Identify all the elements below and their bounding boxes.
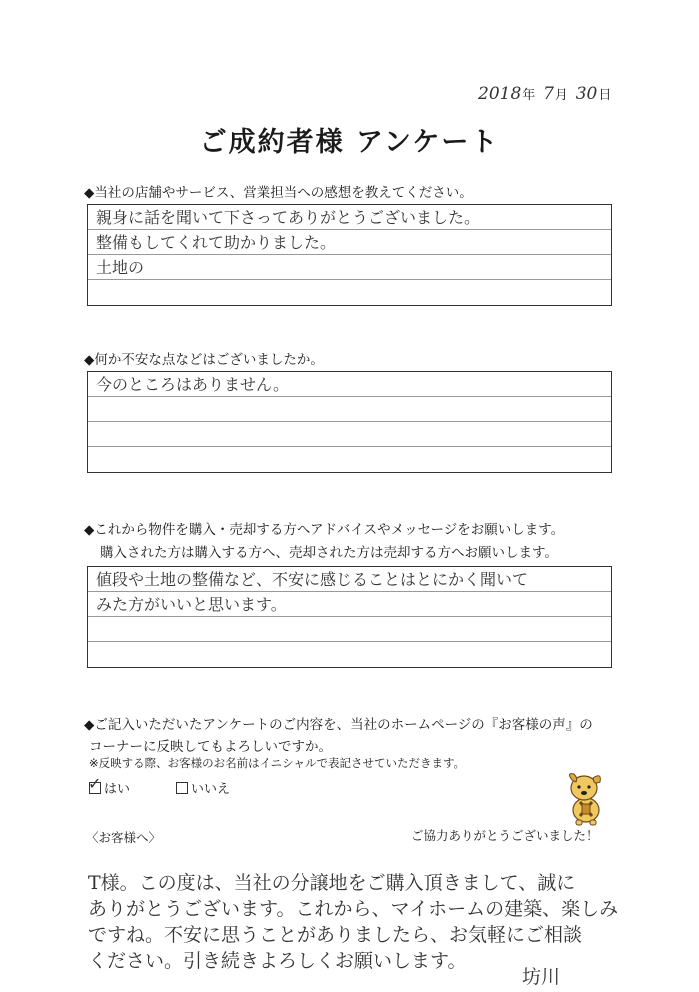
consent-yes-option[interactable] xyxy=(88,774,131,797)
question-1-answer-box xyxy=(87,204,612,306)
checkmark-icon: ✓ xyxy=(88,774,102,793)
reply-line: T様。この度は、当社の分譲地をご購入頂きまして、誠に xyxy=(88,872,576,894)
reply-line: ありがとうございます。これから、マイホームの建築、楽しみ xyxy=(88,898,619,920)
consent-no-label: いいえ xyxy=(191,782,231,797)
question-3-label: ◆これから物件を購入・売却する方へアドバイスやメッセージをお願いします。 xyxy=(84,522,565,538)
consent-question-line2: コーナーに反映してもよろしいですか。 xyxy=(89,739,332,755)
answer-line: 今のところはありません。 xyxy=(88,372,611,397)
answer-line xyxy=(88,397,611,422)
question-2-label: ◆何か不安な点などはございましたか。 xyxy=(84,352,324,368)
answer-line: 整備もしてくれて助かりました。 xyxy=(88,230,611,255)
consent-no-option[interactable] xyxy=(176,778,230,797)
no-checkbox[interactable] xyxy=(176,782,188,794)
page-title: ご成約者様 アンケート xyxy=(199,127,500,158)
date-month-label: 月 xyxy=(554,88,568,103)
staff-reply-message xyxy=(88,870,628,974)
customer-section-label: 〈お客様へ〉 xyxy=(86,830,162,845)
consent-note: ※反映する際、お客様のお名前はイニシャルで表記させていただきます。 xyxy=(89,756,466,770)
consent-question-line1: ◆ご記入いただいたアンケートのご内容を、当社のホームページの『お客様の声』の xyxy=(84,717,593,733)
date-year: 2018 xyxy=(478,84,522,104)
date-month: 7 xyxy=(543,84,554,104)
question-3-sublabel: 購入された方は購入する方へ、売却された方は売却する方へお願いします。 xyxy=(100,545,558,561)
date-day: 30 xyxy=(575,84,598,104)
date-year-label: 年 xyxy=(522,88,536,103)
date-day-label: 日 xyxy=(598,88,612,103)
answer-line xyxy=(88,642,611,667)
yes-checkbox[interactable] xyxy=(88,774,102,794)
question-2-answer-box xyxy=(87,371,612,473)
answer-line xyxy=(88,447,611,472)
answer-line: 値段や土地の整備など、不安に感じることはとにかく聞いて xyxy=(88,567,611,592)
answer-line: 土地の xyxy=(88,255,611,280)
answer-line: みた方がいいと思います。 xyxy=(88,592,611,617)
answer-line xyxy=(88,280,611,305)
staff-signature: 坊川 xyxy=(522,966,561,988)
question-1-label: ◆当社の店舗やサービス、営業担当への感想を教えてください。 xyxy=(84,185,473,201)
thanks-message: ご協力ありがとうございました！ xyxy=(411,828,599,843)
reply-line: ですね。不安に思うことがありましたら、お気軽にご相談 xyxy=(88,924,583,946)
answer-line xyxy=(88,617,611,642)
dog-mascot-icon xyxy=(562,770,610,826)
answer-line xyxy=(88,422,611,447)
consent-yes-label: はい xyxy=(104,782,131,797)
survey-date xyxy=(478,84,614,104)
reply-line: ください。引き続きよろしくお願いします。 xyxy=(88,950,467,972)
answer-line: 親身に話を聞いて下さってありがとうございました。 xyxy=(88,205,611,230)
question-3-answer-box xyxy=(87,566,612,668)
